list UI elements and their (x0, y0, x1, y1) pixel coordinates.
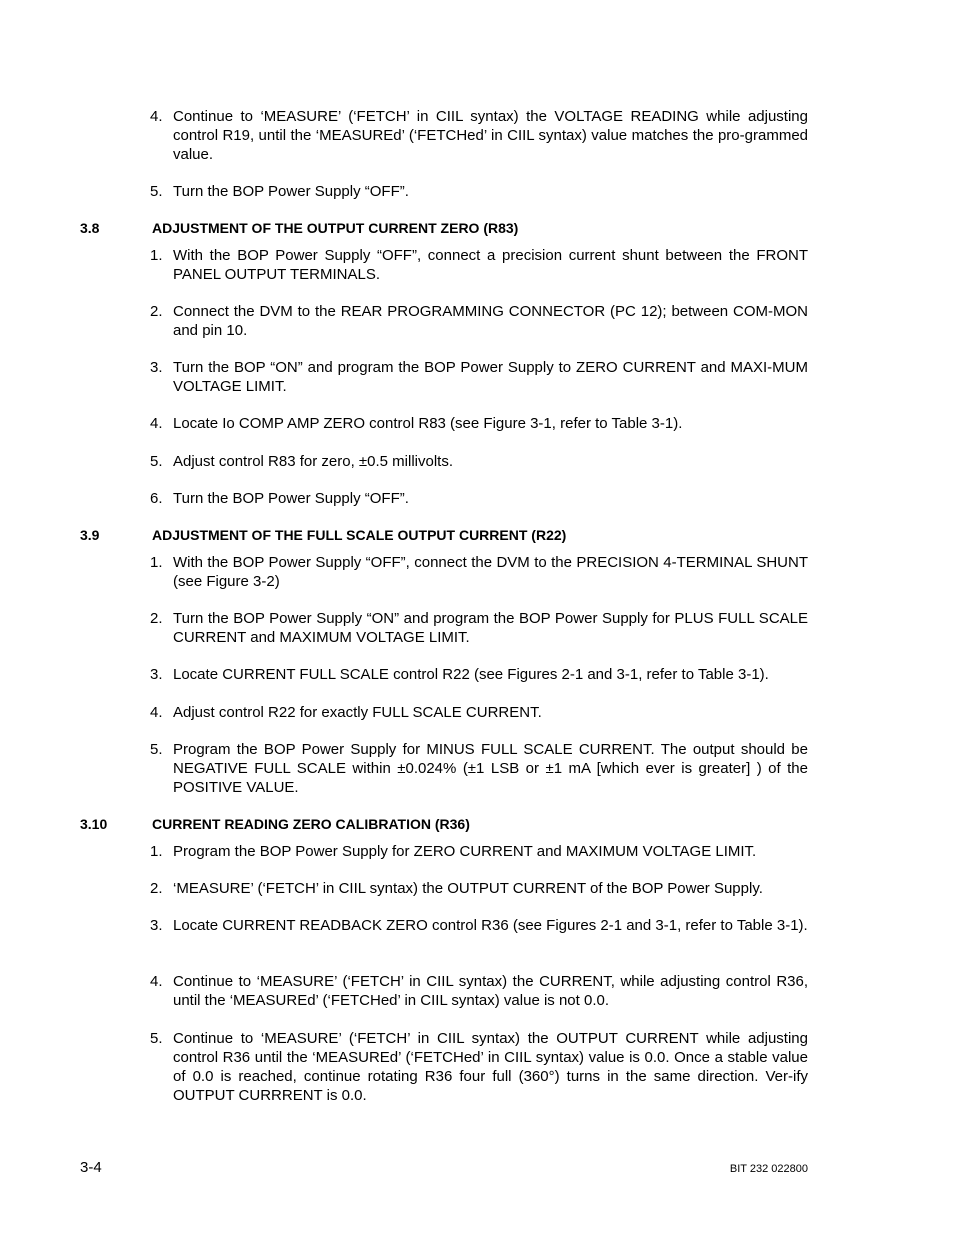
item-text: ‘MEASURE’ (‘FETCH’ in CIIL syntax) the OUTPUT CURRENT of the BOP Power Supply. (173, 880, 763, 897)
item-text: With the BOP Power Supply “OFF”, connect a precision current shunt between the FRONT PANEL OUTPUT TERMINALS. (173, 247, 808, 283)
item-text: Continue to ‘MEASURE’ (‘FETCH’ in CIIL syntax) the CURRENT, while adjusting control R36, until the ‘MEASUREd’ (‘FETCHed’ in CIIL syntax) value is not 0.0. (173, 973, 808, 1009)
section-title: CURRENT READING ZERO CALIBRATION (R36) (152, 816, 470, 832)
list-item (150, 609, 808, 647)
item-number: 1. (150, 247, 163, 264)
list-item (150, 246, 808, 284)
item-text: With the BOP Power Supply “OFF”, connect the DVM to the PRECISION 4-TERMINAL SHUNT (see Figure 3-2) (173, 554, 808, 590)
item-text: Turn the BOP Power Supply “OFF”. (173, 490, 409, 507)
list-item (150, 879, 808, 898)
page-number: 3-4 (80, 1159, 102, 1176)
list-item (150, 302, 808, 340)
item-text: Turn the BOP Power Supply “OFF”. (173, 183, 409, 200)
list-item (150, 452, 808, 471)
list-item (150, 665, 808, 684)
list-item (150, 842, 808, 861)
document-id: BIT 232 022800 (729, 1163, 808, 1175)
list-item (150, 358, 808, 396)
item-number: 1. (150, 554, 163, 571)
section-number: 3.9 (80, 527, 100, 543)
section-title: ADJUSTMENT OF THE FULL SCALE OUTPUT CURRENT (R22) (152, 527, 567, 543)
item-text: Adjust control R83 for zero, ±0.5 millivolts. (173, 453, 454, 470)
list-item (150, 182, 808, 201)
item-number: 1. (150, 843, 163, 860)
list-item (150, 703, 808, 722)
list-item (150, 916, 808, 935)
item-number: 3. (150, 666, 163, 683)
list-item (150, 414, 808, 433)
list-item (150, 489, 808, 508)
item-number: 2. (150, 880, 163, 897)
item-text: Turn the BOP “ON” and program the BOP Power Supply to ZERO CURRENT and MAXI-MUM VOLTAGE LIMIT. (173, 359, 808, 395)
list-item (150, 553, 808, 591)
list-item (150, 1029, 808, 1105)
section-number: 3.10 (80, 816, 108, 832)
item-number: 5. (150, 1030, 163, 1047)
list-item (150, 740, 808, 797)
item-text: Adjust control R22 for exactly FULL SCALE CURRENT. (173, 704, 542, 721)
item-number: 4. (150, 108, 163, 125)
item-number: 5. (150, 453, 163, 470)
item-text: Continue to ‘MEASURE’ (‘FETCH’ in CIIL syntax) the VOLTAGE READING while adjusting control R19, until the ‘MEASUREd’ (‘FETCHed’ in CIIL syntax) value matches the pro-grammed value. (173, 108, 808, 163)
item-text: Locate CURRENT READBACK ZERO control R36 (see Figures 2-1 and 3-1, refer to Table 3-1). (173, 917, 808, 934)
item-text: Turn the BOP Power Supply “ON” and program the BOP Power Supply for PLUS FULL SCALE CURRENT and MAXIMUM VOLTAGE LIMIT. (173, 610, 808, 646)
section-title: ADJUSTMENT OF THE OUTPUT CURRENT ZERO (R83) (152, 220, 519, 236)
item-text: Locate CURRENT FULL SCALE control R22 (see Figures 2-1 and 3-1, refer to Table 3-1). (173, 666, 769, 683)
item-number: 2. (150, 610, 163, 627)
item-text: Locate Io COMP AMP ZERO control R83 (see Figure 3-1, refer to Table 3-1). (173, 415, 683, 432)
item-number: 3. (150, 359, 163, 376)
item-number: 4. (150, 415, 163, 432)
item-text: Connect the DVM to the REAR PROGRAMMING CONNECTOR (PC 12); between COM-MON and pin 10. (173, 303, 808, 339)
item-number: 4. (150, 973, 163, 990)
item-number: 6. (150, 490, 163, 507)
item-text: Continue to ‘MEASURE’ (‘FETCH’ in CIIL syntax) the OUTPUT CURRENT while adjusting control R36 until the ‘MEASUREd’ (‘FETCHed’ in CIIL syntax) value is 0.0. Once a stable value of 0.0 is reached, continue rotating R36 four full (360°) turns in the same direction. Ver-ify OUTPUT CURRRENT is 0.0. (173, 1030, 808, 1104)
item-number: 5. (150, 741, 163, 758)
item-number: 2. (150, 303, 163, 320)
item-number: 4. (150, 704, 163, 721)
section-number: 3.8 (80, 220, 100, 236)
item-number: 3. (150, 917, 163, 934)
item-number: 5. (150, 183, 163, 200)
item-text: Program the BOP Power Supply for MINUS FULL SCALE CURRENT. The output should be NEGATIVE FULL SCALE within ±0.024% (±1 LSB or ±1 mA [which ever is greater] ) of the POSITIVE VALUE. (173, 741, 808, 796)
item-text: Program the BOP Power Supply for ZERO CURRENT and MAXIMUM VOLTAGE LIMIT. (173, 843, 757, 860)
list-item (150, 972, 808, 1010)
list-item (150, 107, 808, 164)
